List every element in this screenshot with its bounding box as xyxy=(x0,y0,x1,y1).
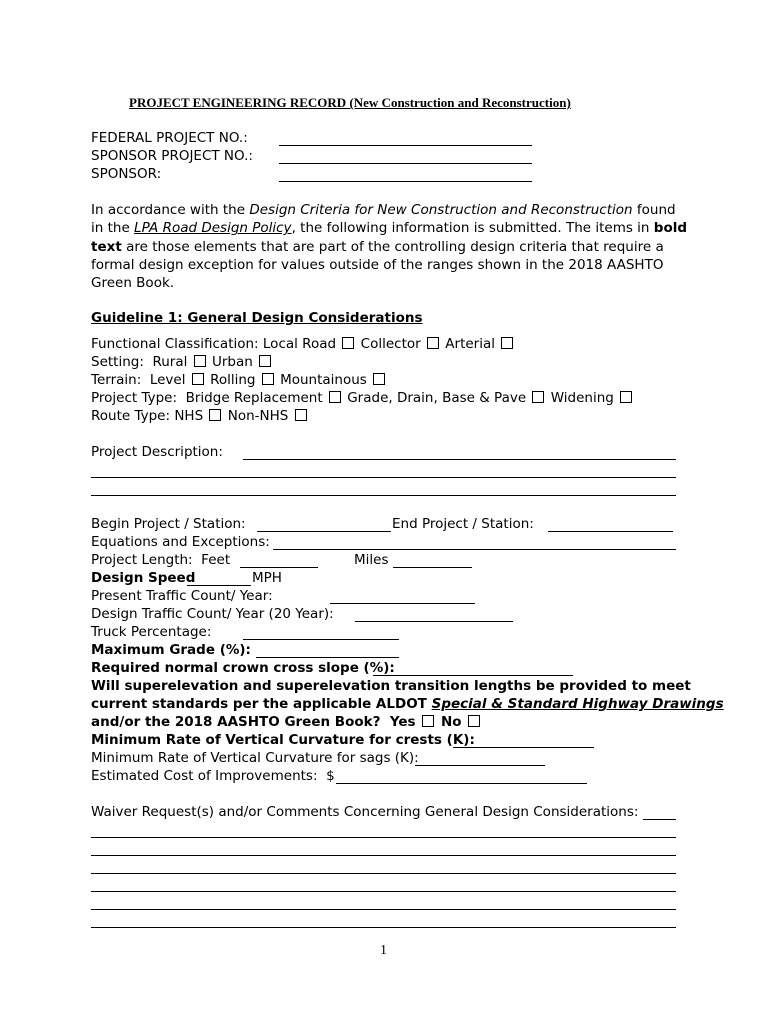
waiver-line-0[interactable] xyxy=(643,819,676,820)
waiver-line-6[interactable] xyxy=(91,927,676,928)
superelevation-line-3: and/or the 2018 AASHTO Green Book? Yes No xyxy=(91,714,482,731)
yes-checkbox[interactable] xyxy=(422,715,434,727)
crown-slope-label: Required normal crown cross slope (%): xyxy=(91,660,395,676)
mountainous-checkbox[interactable] xyxy=(373,373,385,385)
design-traffic-field[interactable] xyxy=(355,621,513,622)
sponsor-project-label: SPONSOR PROJECT NO.: xyxy=(91,148,253,164)
project-description-label: Project Description: xyxy=(91,444,223,460)
length-feet-label: Project Length: Feet xyxy=(91,552,231,568)
superelevation-line-2: current standards per the applicable ALDOT Special & Standard Highway Drawings xyxy=(91,696,724,712)
project-description-line-2[interactable] xyxy=(91,477,676,478)
level-checkbox[interactable] xyxy=(192,373,204,385)
page-number: 1 xyxy=(380,943,387,958)
project-type-row: Project Type: Bridge Replacement Grade, Drain, Base & Pave Widening xyxy=(91,390,634,407)
sags-label: Minimum Rate of Vertical Curvature for sags (K): xyxy=(91,750,419,766)
design-speed-label: Design Speed xyxy=(91,570,196,586)
end-project-label: End Project / Station: xyxy=(392,516,534,532)
cost-field[interactable] xyxy=(336,783,587,784)
mph-label: MPH xyxy=(252,570,282,586)
page-title: PROJECT ENGINEERING RECORD (New Construction and Reconstruction) xyxy=(129,95,571,110)
sponsor-label: SPONSOR: xyxy=(91,166,162,182)
federal-project-label: FEDERAL PROJECT NO.: xyxy=(91,130,248,146)
waiver-line-4[interactable] xyxy=(91,891,676,892)
aldot-drawings-title: Special & Standard Highway Drawings xyxy=(431,696,724,712)
waiver-label: Waiver Request(s) and/or Comments Concerning General Design Considerations: xyxy=(91,804,639,820)
design-traffic-label: Design Traffic Count/ Year (20 Year): xyxy=(91,606,334,622)
design-speed-field[interactable] xyxy=(187,585,251,586)
equations-field[interactable] xyxy=(273,549,676,550)
functional-classification-row: Functional Classification: Local Road Collector Arterial xyxy=(91,336,515,353)
crests-label: Minimum Rate of Vertical Curvature for crests (K): xyxy=(91,732,475,748)
rural-checkbox[interactable] xyxy=(194,355,206,367)
max-grade-label: Maximum Grade (%): xyxy=(91,642,251,658)
intro-paragraph: In accordance with the Design Criteria for New Construction and Reconstruction found in the LPA Road Design Policy, the following information is submitted. The items in bold text are those elements that are part of the controlling design criteria that require a formal design exception for values outside of the ranges shown in the 2018 AASHTO Green Book. xyxy=(91,202,688,292)
miles-label: Miles xyxy=(354,552,389,568)
crown-slope-field[interactable] xyxy=(373,675,573,676)
present-traffic-label: Present Traffic Count/ Year: xyxy=(91,588,273,604)
no-checkbox[interactable] xyxy=(468,715,480,727)
crests-field[interactable] xyxy=(453,747,594,748)
guideline-heading: Guideline 1: General Design Considerations xyxy=(91,310,423,326)
truck-percentage-label: Truck Percentage: xyxy=(91,624,212,640)
terrain-row: Terrain: Level Rolling Mountainous xyxy=(91,372,387,389)
superelevation-line-1: Will superelevation and superelevation transition lengths be provided to meet xyxy=(91,678,691,694)
length-feet-field[interactable] xyxy=(240,567,318,568)
project-description-line-3[interactable] xyxy=(91,495,676,496)
local-road-checkbox[interactable] xyxy=(342,337,354,349)
rolling-checkbox[interactable] xyxy=(262,373,274,385)
bridge-replacement-checkbox[interactable] xyxy=(329,391,341,403)
design-criteria-title: Design Criteria for New Construction and Reconstruction xyxy=(249,202,633,218)
begin-project-label: Begin Project / Station: xyxy=(91,516,246,532)
miles-field[interactable] xyxy=(393,567,472,568)
widening-checkbox[interactable] xyxy=(620,391,632,403)
sponsor-field[interactable] xyxy=(279,181,532,182)
setting-row: Setting: Rural Urban xyxy=(91,354,273,371)
project-description-line-1[interactable] xyxy=(243,459,676,460)
lpa-policy-link: LPA Road Design Policy xyxy=(134,220,292,237)
bold-text-phrase: bold text xyxy=(91,220,688,255)
begin-project-field[interactable] xyxy=(257,531,391,532)
sponsor-project-field[interactable] xyxy=(279,163,532,164)
collector-checkbox[interactable] xyxy=(427,337,439,349)
max-grade-field[interactable] xyxy=(256,657,399,658)
waiver-line-3[interactable] xyxy=(91,873,676,874)
federal-project-field[interactable] xyxy=(279,145,532,146)
waiver-line-5[interactable] xyxy=(91,909,676,910)
arterial-checkbox[interactable] xyxy=(501,337,513,349)
equations-label: Equations and Exceptions: xyxy=(91,534,270,550)
route-type-row: Route Type: NHS Non-NHS xyxy=(91,408,309,425)
non-nhs-checkbox[interactable] xyxy=(295,409,307,421)
sags-field[interactable] xyxy=(415,765,545,766)
present-traffic-field[interactable] xyxy=(330,603,475,604)
nhs-checkbox[interactable] xyxy=(209,409,221,421)
urban-checkbox[interactable] xyxy=(259,355,271,367)
end-project-field[interactable] xyxy=(548,531,673,532)
truck-percentage-field[interactable] xyxy=(243,639,399,640)
waiver-line-2[interactable] xyxy=(91,855,676,856)
grade-drain-checkbox[interactable] xyxy=(532,391,544,403)
waiver-line-1[interactable] xyxy=(91,837,676,838)
cost-label: Estimated Cost of Improvements: $ xyxy=(91,768,335,784)
